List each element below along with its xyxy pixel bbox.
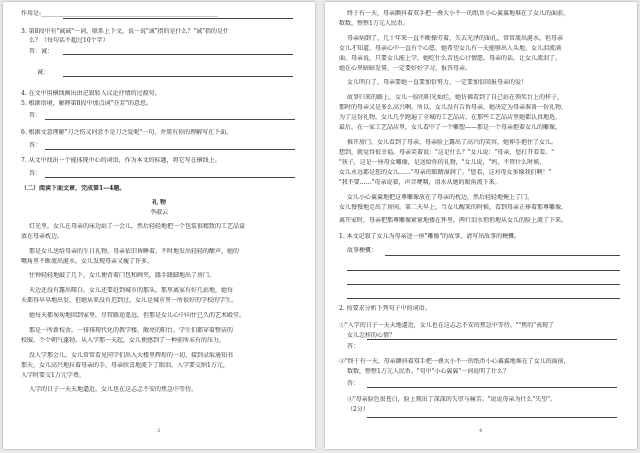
right-page-line-19: 离开家时，母亲把那尊雕像紧紧地搂在怀里，两行泪水悄悄地从女儿的脸上流了下来。	[339, 217, 568, 224]
answer-line[interactable]	[367, 387, 617, 388]
left-page-line-13: （二）阅读下面文章，完成第1—4题。	[21, 185, 126, 192]
right-page-line-7: 女儿明白了，母亲要她一直要加倍努力，一定要加倍回报母亲的爱！	[347, 79, 528, 86]
left-page-line-26: 没人学那会儿，女儿常常看见同学们出入大楼里辉煌的一切，接到录取通知书	[29, 352, 234, 359]
left-page-line-25: 校服，个个朝气蓬勃。从入学那一天起，女儿便感到了一种前所未有的压力。	[21, 337, 226, 344]
right-page-line-30: （2分）	[347, 406, 369, 413]
left-page-line-2: 3. 第8段中有"诚诚"一词，联系上下文，说一说"诚"指的是什么？"诚"指的是什	[21, 28, 230, 35]
page-number: 4	[479, 428, 483, 434]
right-page	[325, 2, 637, 449]
left-page-line-19: 嘴角里不断流出涎水。女儿发现母亲又瘦了许多。	[21, 258, 154, 265]
left-page-line-1: 作用是:___________________________________________________________	[21, 10, 219, 17]
right-page-line-10: 为了这份礼物，女儿几乎跑遍了全城的工艺品店，在那些工艺品店里她都认真地选，	[339, 114, 562, 121]
right-page-line-6: 她在心里暗暗发誓，一定要好好学习，报答母亲。	[339, 65, 472, 72]
right-page-line-28: 答：	[347, 380, 360, 387]
left-page-line-17: 放在母亲枕边。	[21, 233, 64, 240]
answer-line[interactable]	[63, 76, 293, 77]
left-page-line-10: 答：	[29, 142, 42, 149]
answer-line[interactable]	[347, 298, 620, 299]
right-page-line-16: "我不要……"母亲说着，声音哽咽，泪水从她的眼角流下来。	[339, 179, 501, 186]
answer-line[interactable]	[45, 149, 295, 150]
answer-line[interactable]	[367, 417, 617, 418]
left-page-line-5: 诚：	[37, 69, 50, 76]
left-page-line-12: 答：	[29, 170, 42, 177]
right-page-line-22: 2. 按要求分析下列句子中的词语。	[339, 305, 431, 312]
left-page-line-3: 么？（每句话不超过10个字）	[29, 37, 109, 44]
answer-line[interactable]	[45, 177, 295, 178]
answer-line[interactable]	[63, 54, 293, 55]
right-page-line-15: 女儿永远都是您的女儿……"母亲的眼睛湿润了。"您看，这对母女多像我们啊！"	[339, 169, 552, 176]
right-page-line-9: 那时的母亲又是多么高兴啊。所以，女儿没有告诉母亲，她决定为母亲准备一份礼物，	[339, 104, 568, 111]
right-page-line-26: ②"终于有一天，母亲颤抖着双手把一叠大小不一的纸币小心翼翼地堆在了女儿的面前，	[339, 358, 570, 365]
left-page-line-15: 李淑云	[149, 209, 168, 216]
right-page-line-27: 数数，整整1万元人民币。"句中"小心翼翼"一词说明了什么？	[347, 368, 510, 375]
right-page-line-12: 推开房门，女儿看到了母亲，母亲脸上露出了高兴的笑容，她伸手抱住了女儿。	[347, 139, 558, 146]
right-page-line-8: 故事归来的路上，女儿一脸的阳光灿烂，她仿佛看到了自己站在领奖台上的样子，	[347, 94, 564, 101]
right-page-line-25: 答：	[347, 343, 360, 350]
left-page-line-7: 5. 根据语境，解释第8段中加点词"芬芳"的意思。	[21, 100, 152, 107]
answer-line[interactable]	[45, 119, 295, 120]
left-page-line-6: 4. 在文中用横线画出由记叙转入议论抒情的过渡句。	[21, 90, 161, 97]
left-page-line-23: 她每天都匆匆地回到家里，尽管路途遥远，但那是女儿心中向往已久的艺术殿堂。	[29, 312, 246, 319]
right-page-line-13: 想到，就觉得很幸福。母亲笑着说："这是什么？"女儿说："母亲，您打开看看。"	[339, 149, 555, 156]
left-page-line-21: 天边还没有露出曙白。女儿还要赶到城市的那头，那里离家有好几站地，她每	[29, 287, 234, 294]
right-page-line-14: "孩子，这是一座母女雕像，是送给你的礼物，"女儿说，"妈，不管什么时候，	[339, 159, 546, 166]
left-page-line-14: 礼 物	[151, 199, 167, 206]
left-page-line-28: 入学时要交1万元学费。	[21, 372, 85, 379]
left-page-line-16: 灯光里，女儿在母亲的床边站了一会儿，然后轻轻地把一个包装很精致的工艺品盒	[29, 223, 246, 230]
left-page-line-27: 那天，女儿高兴地拉着母亲的手，母亲欣喜地流下了眼泪。入学要交纳1万元，	[21, 362, 229, 369]
left-page-line-22: 天都得早早地出发，但她从来没有迟到过。女儿是城市里一所很好的学校的学生。	[21, 297, 238, 304]
answer-line[interactable]	[367, 339, 617, 340]
right-page-line-24: 女儿怎样的心情？	[347, 332, 396, 339]
left-page-line-20: 往钟轻轻地敲了几下，女儿便背着门包和画夹，蹑手蹑脚地出了房门。	[29, 272, 216, 279]
right-page-line-2: 数数，整整1万元人民币。	[339, 20, 409, 27]
right-page-line-11: 最后，在一家工艺品店里，女儿看中了一个雕塑——那是一个母亲抱着女儿的雕像，	[339, 124, 562, 131]
left-page-line-4: 答：诚：	[29, 48, 54, 55]
answer-line[interactable]	[63, 18, 293, 19]
answer-line[interactable]	[347, 284, 620, 285]
right-page-line-23: ①"入学的日子一天天地逼近，女儿也在这忐忑不安的焦急中等待。""焦的"表现了	[339, 322, 555, 329]
left-page-line-9: 6. 根据文意理解"刀之伤又何尝不是刀之爱呢"一句，并简有你的理解写在下面。	[21, 129, 233, 136]
left-page	[3, 2, 315, 449]
right-page-line-5: 面。母亲说，只要女儿能上学，她吃什么苦也心甘情愿。母亲的话，让女儿流泪了。	[339, 55, 562, 62]
left-page-line-24: 那是一所新校舍。一排排现代化的教学楼，敞亮的阳台。学生们都穿着整洁的	[29, 327, 234, 334]
right-page-line-1: 终于有一天，母亲颤抖着双手把一叠大小不一的纸币小心翼翼地堆在了女儿的面前，	[347, 10, 570, 17]
page-number: 3	[157, 428, 161, 434]
right-page-line-21: 故事梗概：	[347, 247, 378, 254]
left-page-line-18: 那是女儿送给母亲的生日礼物。母亲依旧昏睡着，不时地发出轻轻的酣声，她的	[29, 248, 240, 255]
right-page-line-18: 女儿慢慢地走出了房间。第二天早上，当女儿醒来的时候，看到母亲正捧着那尊雕像，	[339, 204, 568, 211]
left-page-line-8: 答：	[29, 112, 42, 119]
answer-line[interactable]	[385, 255, 620, 256]
right-page-line-29: ③"母亲脸色很苍白，脸上现出了深深的失望与痛苦。"说说母亲为什么"失望"。	[347, 396, 557, 403]
answer-line[interactable]	[347, 270, 620, 271]
right-page-line-3: 母亲病倒了，几十年来一直不断操劳着，失去光泽的面孔，常常流出涎水，但母亲	[347, 35, 564, 42]
right-page-line-4: 女儿才知道，母亲心中一直有个心愿，她希望女儿有一天能够出人头地，女儿泪流满	[339, 45, 562, 52]
left-page-line-11: 7. 从文中找出一个能体现中心的词语，作为本文的标题，将它写在横线上。	[21, 157, 221, 164]
right-page-line-17: 女儿小心翼翼地把这尊雕像放在了母亲的枕边，然后轻轻地掩上了门。	[347, 194, 534, 201]
right-page-line-20: 1. 本文记叙了女儿为母亲送一座"雕像"的故事，请写出故事的梗概。	[339, 233, 521, 240]
left-page-line-29: 入学的日子一天天地逼近，女儿也在这忐忑不安的焦急中等待。	[29, 386, 198, 393]
